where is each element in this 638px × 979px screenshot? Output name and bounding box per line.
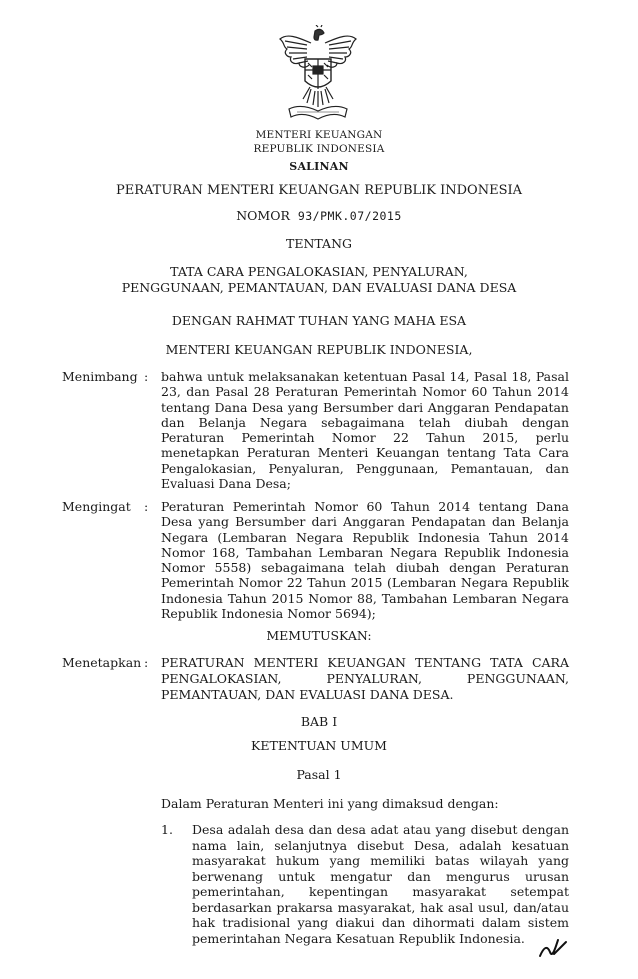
- menetapkan-colon: :: [144, 655, 149, 670]
- item-number: 1.: [161, 822, 173, 837]
- menimbang-text: bahwa untuk melaksanakan ketentuan Pasal 14, Pasal 18, Pasal 23, dan Pasal 28 Peraturan Pemerintah Nomor 60 Tahun 2014 tentang Dana Desa yang Bersumber dari Anggaran Pendapatan dan Belanja Negara sebagaimana telah diubah dengan Peraturan Pemerintah Nomor 22 Tahun 2015, perlu menetapkan Peraturan Menteri Keuangan tentang Tata Cara Pengalokasian, Penyaluran, Penggunaan, Pemantauan, dan Evaluasi Dana Desa;: [161, 369, 569, 492]
- menimbang-label: Menimbang: [62, 369, 138, 384]
- initial-paraf-icon: [536, 938, 570, 960]
- garuda-emblem-icon: [277, 25, 359, 125]
- number-value: 93/PMK.07/2015: [297, 209, 402, 223]
- item-text: Desa adalah desa dan desa adat atau yang disebut dengan nama lain, selanjutnya disebut Desa, adalah kesatuan masyarakat hukum yang memiliki batas wilayah yang berwenang untuk mengatur dan mengurus urusan pemerintahan, kepentingan masyarakat setempat berdasarkan prakarsa masyarakat, hak asal usul, dan/atau hak tradisional yang diakui dan dihormati dalam sistem pemerintahan Negara Kesatuan Republik Indonesia.: [192, 822, 569, 946]
- republic-name: REPUBLIK INDONESIA: [253, 143, 385, 155]
- regulation-number: [0, 208, 638, 223]
- minister-heading: MENTERI KEUANGAN REPUBLIK INDONESIA,: [165, 342, 473, 357]
- about-heading: TENTANG: [285, 236, 352, 251]
- mengingat-label: Mengingat: [62, 499, 131, 514]
- chapter-title: KETENTUAN UMUM: [251, 738, 387, 753]
- article-title: Pasal 1: [296, 767, 342, 782]
- grace-invocation: DENGAN RAHMAT TUHAN YANG MAHA ESA: [171, 313, 467, 328]
- regulation-title: PERATURAN MENTERI KEUANGAN REPUBLIK INDONESIA: [115, 183, 522, 198]
- mengingat-text: Peraturan Pemerintah Nomor 60 Tahun 2014 tentang Dana Desa yang Bersumber dari Anggaran Pendapatan dan Belanja Negara (Lembaran Negara Republik Indonesia Tahun 2014 Nomor 168, Tambahan Lembaran Negara Republik Indonesia Nomor 5558) sebagaimana telah diubah dengan Peraturan Pemerintah Nomor 22 Tahun 2015 (Lembaran Negara Republik Indonesia Tahun 2015 Nomor 88, Tambahan Lembaran Negara Republik Indonesia Nomor 5694);: [161, 499, 569, 622]
- menetapkan-label: Menetapkan: [62, 655, 142, 670]
- ministry-name: MENTERI KEUANGAN: [255, 129, 383, 141]
- subject-line-2: PENGGUNAAN, PEMANTAUAN, DAN EVALUASI DANA DESA: [121, 280, 517, 295]
- copy-mark: SALINAN: [289, 160, 349, 173]
- number-label: NOMOR: [236, 208, 290, 223]
- mengingat-colon: :: [144, 499, 149, 514]
- menimbang-colon: :: [144, 369, 149, 384]
- menetapkan-text: PERATURAN MENTERI KEUANGAN TENTANG TATA CARA PENGALOKASIAN, PENYALURAN, PENGGUNAAN, PEMANTAUAN, DAN EVALUASI DANA DESA.: [161, 655, 569, 702]
- subject-line-1: TATA CARA PENGALOKASIAN, PENYALURAN,: [170, 264, 468, 279]
- chapter-number: BAB I: [300, 714, 338, 729]
- article-intro: Dalam Peraturan Menteri ini yang dimaksud dengan:: [161, 796, 499, 811]
- decision-heading: MEMUTUSKAN:: [266, 628, 372, 643]
